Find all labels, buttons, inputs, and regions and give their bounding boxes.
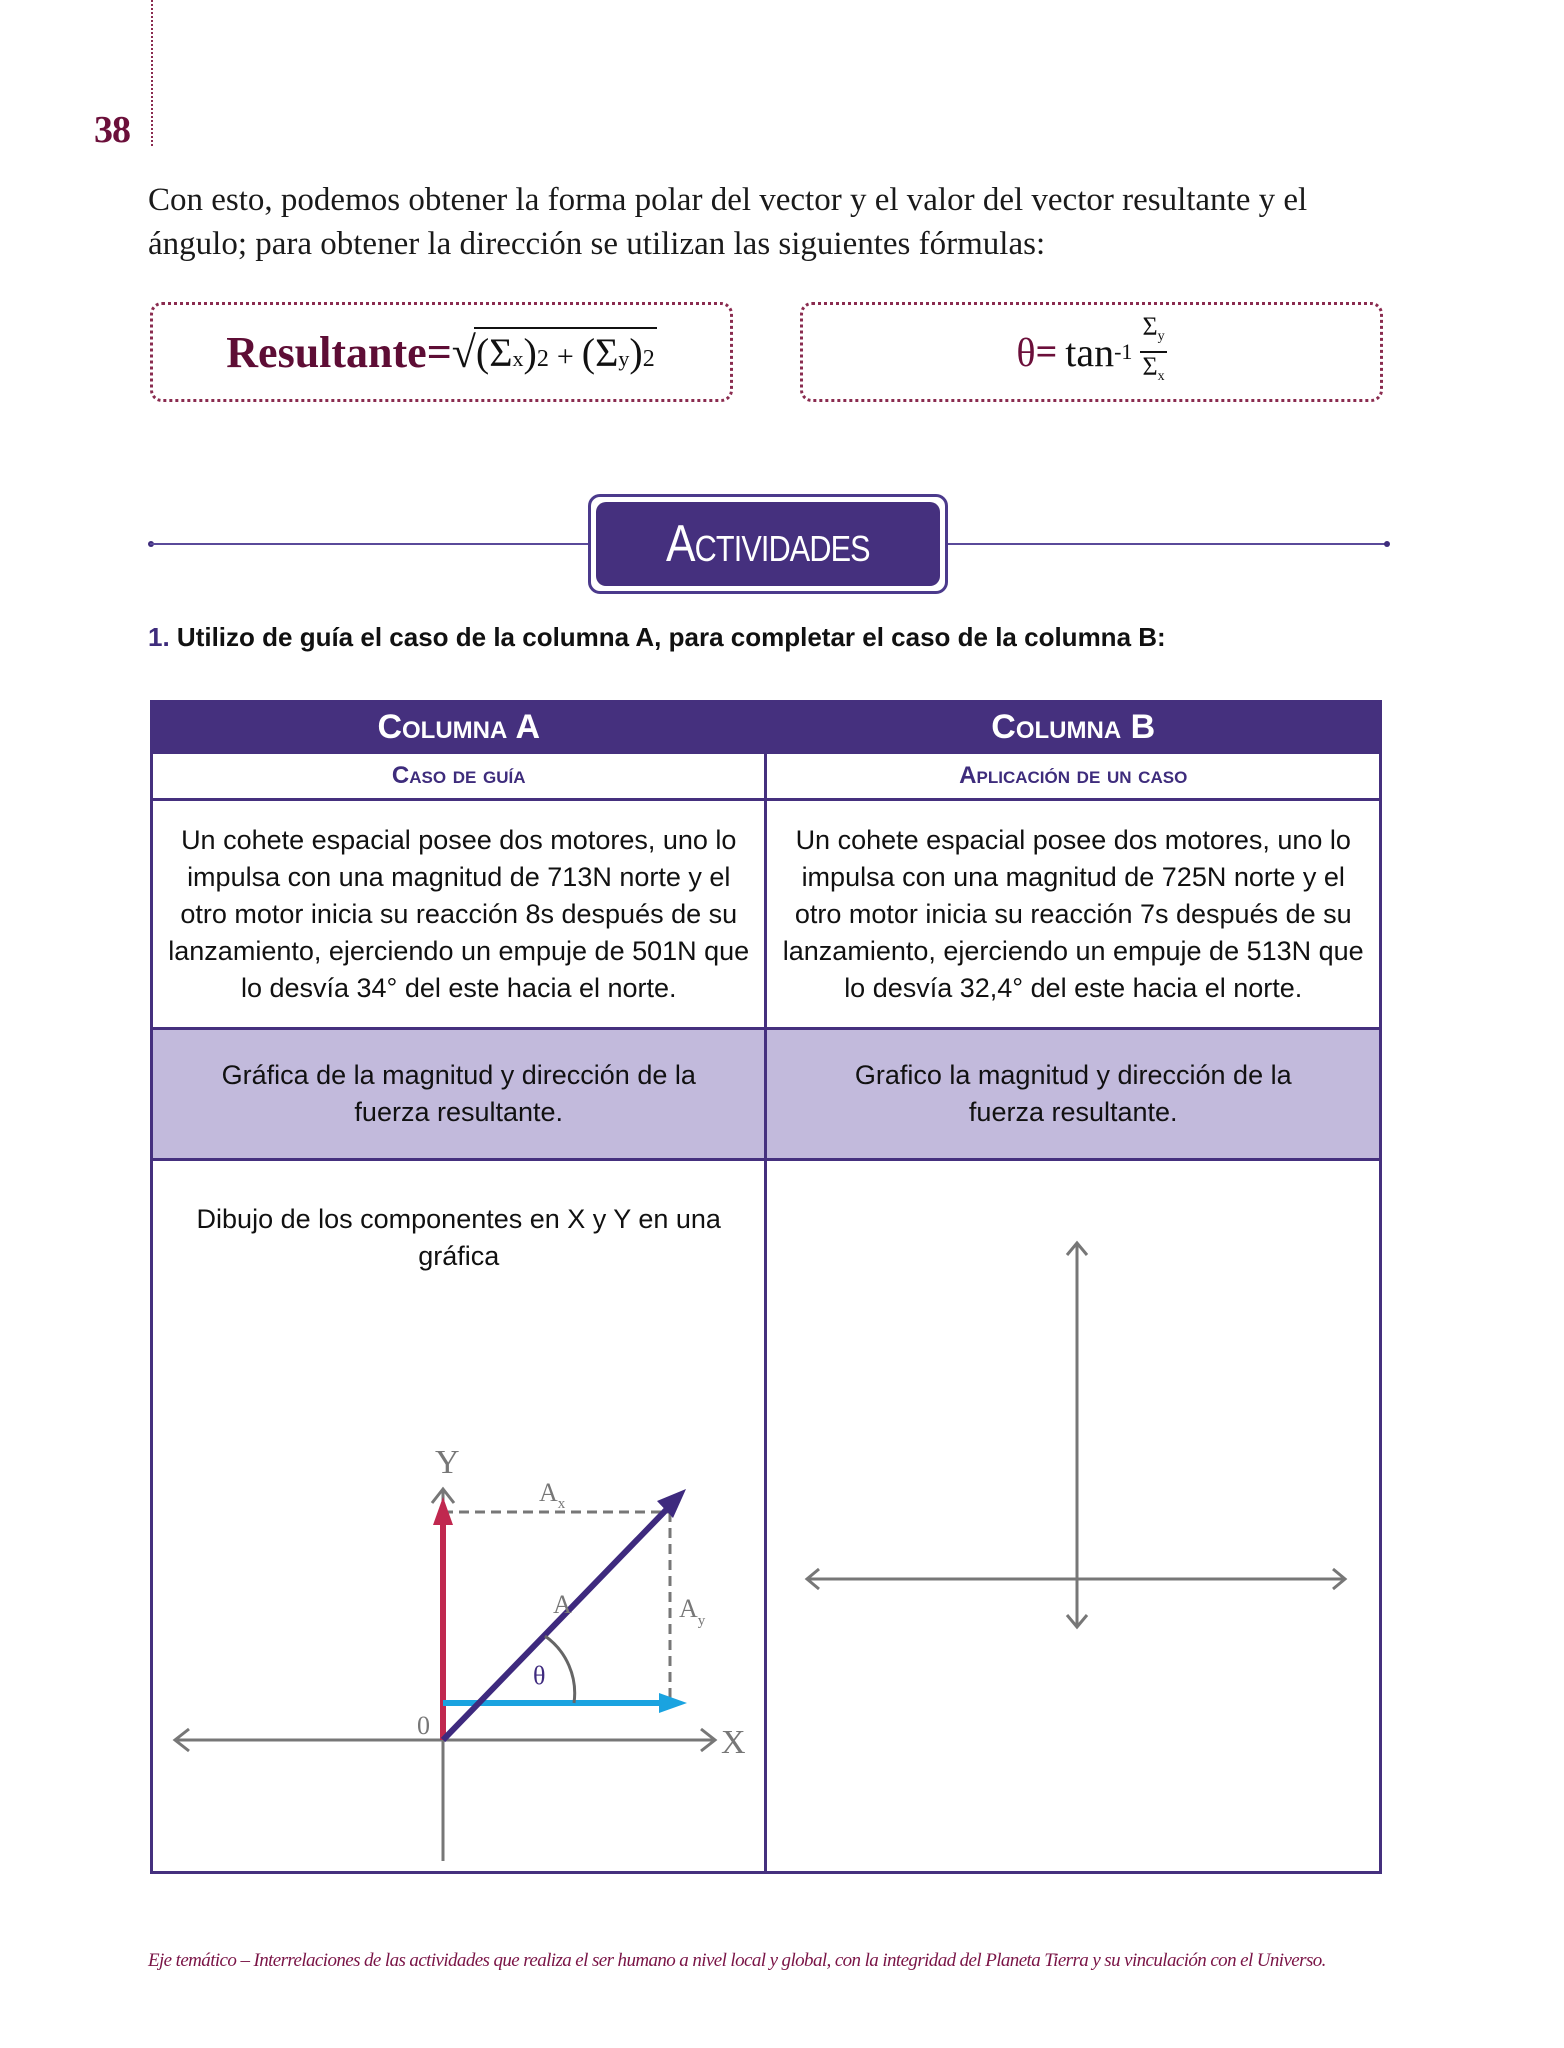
theta-label: θ <box>533 1661 546 1690</box>
angle-formula-box <box>800 302 1383 402</box>
inverse-exponent: -1 <box>1114 339 1133 364</box>
plus-sign: + <box>556 339 574 373</box>
page-number: 38 <box>94 109 130 151</box>
power-2: 2 <box>536 345 549 372</box>
sigma-y: Σ <box>595 329 619 375</box>
page-margin-rule <box>151 0 153 146</box>
tan-function: tan <box>1065 329 1115 375</box>
vector-components-diagram <box>153 1261 763 1861</box>
activity-number: 1. <box>148 622 170 652</box>
origin-label: 0 <box>417 1711 430 1740</box>
banner-line-right <box>945 543 1385 545</box>
column-b-subheader: Aplicación de un caso <box>766 753 1381 800</box>
angle-arc <box>545 1636 575 1703</box>
column-b-graph-cell[interactable] <box>766 1160 1381 1873</box>
column-a-graph-instruction: Gráfica de la magnitud y dirección de la fuerza resultante. <box>152 1029 766 1160</box>
sigma-fraction <box>1140 313 1166 391</box>
column-a-header: Columna A <box>152 702 766 753</box>
graph-caption: Dibujo de los componentes en X y Y en una gráfica <box>196 1204 721 1271</box>
resultant-label: A <box>553 1590 572 1619</box>
banner-dot-right <box>1384 541 1390 547</box>
paren-open: ( <box>581 329 596 375</box>
resultant-formula-box <box>150 302 733 402</box>
paren-close: ) <box>523 329 537 375</box>
numerator-sigma: Σ <box>1142 312 1158 341</box>
activity-text: Utilizo de guía el caso de la columna A, para completar el caso de la columna B: <box>176 622 1166 652</box>
square-root <box>452 327 657 378</box>
table-header-row <box>152 702 1381 753</box>
blank-axes-diagram <box>767 1161 1377 1861</box>
activity-instruction <box>148 622 1166 653</box>
y-axis-label: Y <box>435 1444 460 1481</box>
angle-expression <box>1016 313 1166 391</box>
column-b-header: Columna B <box>766 702 1381 753</box>
denominator-sigma: Σ <box>1142 352 1158 381</box>
activities-title: Actividades <box>666 515 870 573</box>
graph-instruction-row <box>152 1029 1381 1160</box>
activity-table <box>150 700 1382 1874</box>
column-a-problem: Un cohete espacial posee dos motores, uno lo impulsa con una magnitud de 713N norte y el otro motor inicia su reacción 8s después de su lanzamiento, ejerciendo un empuje de 501N que lo desvía 34° del este hacia el norte. <box>152 800 766 1029</box>
sub-y: y <box>618 345 630 371</box>
resultant-expression <box>452 327 657 378</box>
blank-axes <box>807 1243 1345 1627</box>
table-subheader-row <box>152 753 1381 800</box>
sub-x: x <box>512 345 524 371</box>
activities-banner <box>596 502 940 586</box>
graph-row <box>152 1160 1381 1873</box>
column-a-subheader: Caso de guía <box>152 753 766 800</box>
paren-close: ) <box>629 329 643 375</box>
problem-row <box>152 800 1381 1029</box>
power-2: 2 <box>642 345 655 372</box>
paren-open: ( <box>475 329 490 375</box>
x-axis-label: X <box>721 1724 746 1761</box>
ay-label: $A_y$ <box>679 1594 706 1629</box>
column-b-problem: Un cohete espacial posee dos motores, uno lo impulsa con una magnitud de 725N norte y el otro motor inicia su reacción 7s después de su lanzamiento, ejerciendo un empuje de 513N que lo desvía 32,4° del este hacia el norte. <box>766 800 1381 1029</box>
equals-sign: = <box>1035 331 1058 373</box>
sigma-x: Σ <box>489 329 513 375</box>
column-a-graph-cell <box>152 1160 766 1873</box>
numerator-sub: y <box>1157 329 1165 344</box>
banner-line-left <box>150 543 590 545</box>
resultant-label: Resultante= <box>226 327 452 377</box>
footer-theme: Eje temático – Interrelaciones de las actividades que realiza el ser humano a nivel local y global, con la integridad del Planeta Tierra y su vinculación con el Universo. <box>148 1950 1326 1971</box>
radical-sign-icon: √ <box>451 327 476 377</box>
column-b-graph-instruction: Grafico la magnitud y dirección de la fuerza resultante. <box>766 1029 1381 1160</box>
denominator-sub: x <box>1157 369 1165 384</box>
intro-paragraph: Con esto, podemos obtener la forma polar del vector y el valor del vector resultante y el ángulo; para obtener la dirección se utilizan las siguientes fórmulas: <box>148 182 1308 262</box>
theta-symbol: θ <box>1016 329 1036 375</box>
ax-label: $A_x$ <box>539 1478 566 1512</box>
